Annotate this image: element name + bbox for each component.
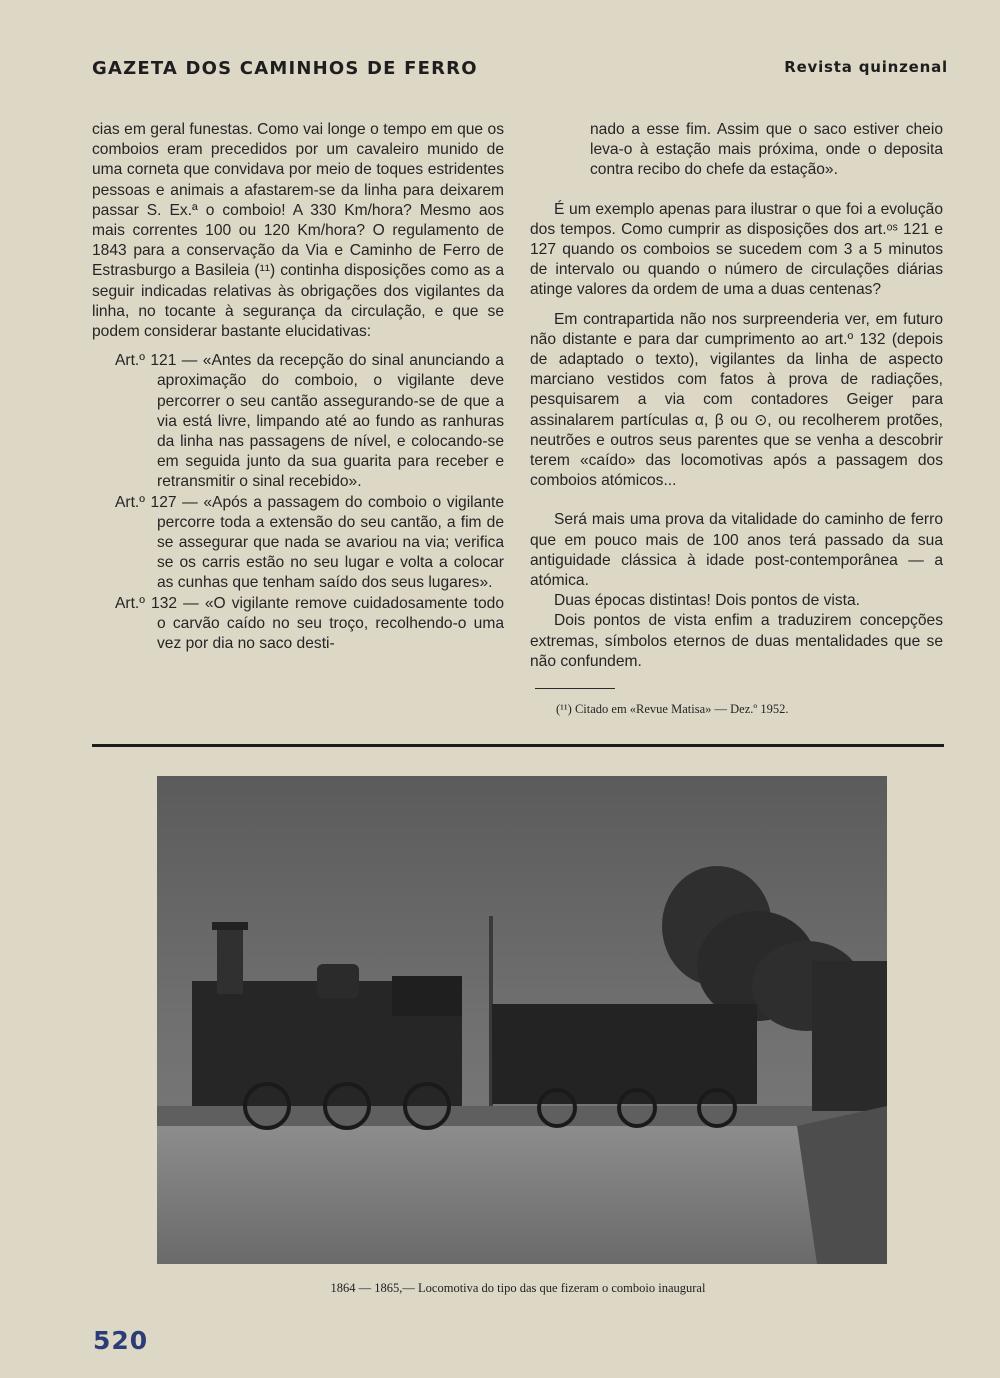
magazine-subtitle: Revista quinzenal [784, 58, 948, 76]
article-132-continuation: nado a esse fim. Assim que o saco estiver cheio leva-o à estação mais próxima, onde o deposita contra recibo do chefe da estação». [590, 121, 943, 179]
paragraph-vitality: Será mais uma prova da vitalidade do caminho de ferro que em pouco mais de 100 anos terá passado da sua antiguidade clássica à idade post-contemporânea — a atómica. [530, 511, 943, 590]
article-127-quote: Art.º 127 — «Após a passagem do comboio o vigilante percorre toda a extensão do seu cantão, a fim de se assegurar que nada se avariou na via; verifica se os carris estão no seu lugar e volta a colocar as cunhas que tenham saído dos seus lugares». [115, 493, 504, 592]
paragraph-conclusion: Dois pontos de vista enfim a traduzirem concepções extremas, símbolos eternos de duas mentalidades que se não confundem. [530, 612, 943, 670]
magazine-title: GAZETA DOS CAMINHOS DE FERRO [92, 58, 478, 79]
left-text-column [92, 120, 504, 654]
article-132-quote: Art.º 132 — «O vigilante remove cuidadosamente todo o carvão caído no seu troço, recolhendo-o uma vez por dia no saco desti- [115, 594, 504, 653]
paragraph-two-eras: Duas épocas distintas! Dois pontos de vista. [554, 592, 860, 610]
intro-paragraph: cias em geral funestas. Como vai longe o tempo em que os comboios eram precedidos por um cavaleiro munido de uma corneta que convidava por meio de toques estridentes pessoas e animais a afastarem-se da linha para deixarem passar S. Ex.ª o comboio! A 330 Km/hora? Mesmo aos mais correntes 100 ou 120 Km/hora? O regulamento de 1843 para a conservação da Via e Caminho de Ferro de Estrasburgo a Basileia (¹¹) continha disposições como as a seguir indicadas relativas às obrigações dos vigilantes da linha, no tocante à segurança da circulação, e que se podem considerar bastante elucidativas: [92, 121, 504, 341]
photo-caption: 1864 — 1865,— Locomotiva do tipo das que fizeram o comboio inaugural [330, 1281, 706, 1295]
paragraph-future: Em contrapartida não nos surpreenderia ver, em futuro não distante e para dar cumprimento ao art.º 132 (depois de adaptado o texto), vigilantes da linha de aspecto marciano vestidos com fatos à prova de radiações, pesquisarem a via com contadores Geiger para assinalarem partículas α, β ou ⊙, ou recolherem protões, neutrões e outros seus parentes que se venha a descobrir terem «caído» das locomotivas após a passagem dos comboios atómicos... [530, 310, 943, 490]
footnote-rule [535, 688, 615, 689]
locomotive-photo [157, 776, 887, 1264]
right-text-column [530, 120, 943, 719]
paragraph-evolution: É um exemplo apenas para ilustrar o que foi a evolução dos tempos. Como cumprir as disposições dos art.ᵒˢ 121 e 127 quando os comboios se sucedem com 3 a 5 minutos de intervalo ou quando o número de circulações diárias atinge valores da ordem de uma a duas centenas? [530, 200, 943, 299]
page-number: 520 [93, 1326, 149, 1355]
section-divider [92, 744, 944, 747]
footnote: (¹¹) Citado em «Revue Matisa» — Dez.º 1952. [556, 702, 789, 717]
article-121-quote: Art.º 121 — «Antes da recepção do sinal anunciando a aproximação do comboio, o vigilante deve percorrer o seu cantão assegurando-se de que a via está livre, limpando até ao fundo as ranhuras da linha nas passagens de nível, e colocando-se em seguida junto da sua guarita para receber e retransmitir o sinal recebido». [115, 352, 504, 491]
